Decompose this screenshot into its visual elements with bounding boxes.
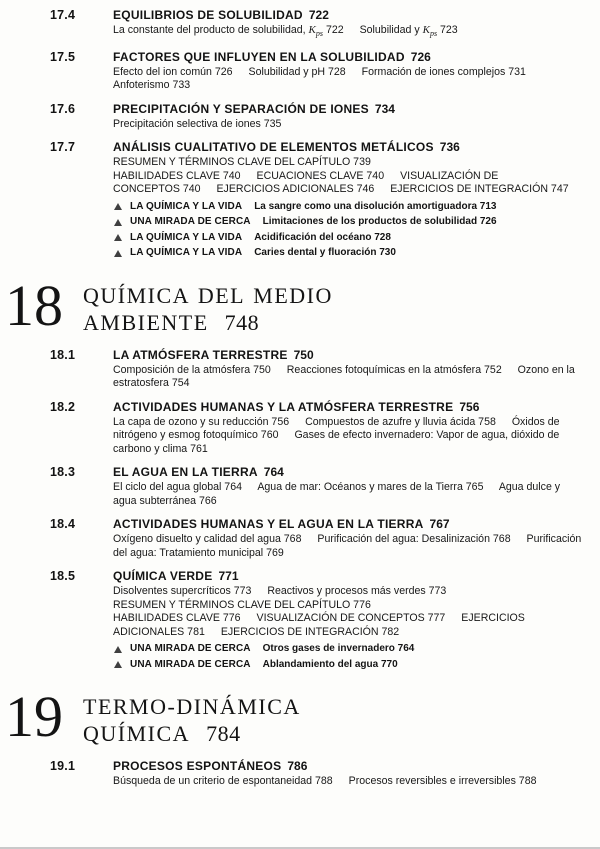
subentry: La capa de ozono y su reducción 756 [113, 415, 290, 428]
feature-series-label: UNA MIRADA DE CERCA [130, 216, 251, 228]
subentry: RESUMEN Y TÉRMINOS CLAVE DEL CAPÍTULO 739 [113, 156, 371, 169]
chapter-title-line2-text: QUÍMICA [83, 721, 191, 747]
subentry: VISUALIZACIÓN DE CONCEPTOS 740 [113, 169, 499, 196]
subentry: Efecto del ion común 726 [113, 65, 233, 78]
toc-section-18-3 [50, 465, 582, 508]
toc-section-18-1 [50, 348, 582, 391]
feature-list [113, 201, 513, 260]
section-title-text: FACTORES QUE INFLUYEN EN LA SOLUBILIDAD [113, 49, 405, 64]
section-title-text: PROCESOS ESPONTÁNEOS [113, 759, 282, 774]
section-number: 18.3 [50, 465, 76, 480]
section-body [113, 102, 582, 132]
feature-title: La sangre como una disolución amortiguadora 713 [254, 200, 497, 212]
section-subentries [113, 24, 582, 41]
subentry: Agua dulce y agua subterránea 766 [113, 481, 561, 507]
chapter-title-line2 [83, 720, 301, 747]
feature-series-label: UNA MIRADA DE CERCA [130, 658, 251, 670]
section-title-text: ACTIVIDADES HUMANAS Y LA ATMÓSFERA TERRESTRE [113, 399, 454, 414]
subentry-text: La constante del producto de solubilidad, [113, 24, 309, 36]
kps-symbol: K [422, 24, 430, 36]
subentry: Purificación del agua: Tratamiento municipal 769 [113, 533, 582, 559]
feature-marker-icon [114, 203, 122, 210]
subentry: VISUALIZACIÓN DE CONCEPTOS 777 [256, 612, 446, 625]
section-number: 18.4 [50, 517, 76, 532]
section-title [113, 50, 582, 64]
section-number: 17.7 [50, 140, 76, 155]
feature-title: Ablandamiento del agua 770 [262, 658, 398, 670]
subentry: Ozono en la estratosfera 754 [113, 363, 575, 390]
section-title [113, 102, 582, 116]
kps-symbol: K [308, 24, 316, 36]
subentry: Procesos reversibles e irreversibles 788 [348, 775, 537, 788]
feature-marker-icon [114, 250, 122, 257]
section-page-number: 734 [374, 101, 395, 116]
feature-item [113, 232, 513, 245]
chapter-number: 19 [5, 684, 63, 750]
subentry: HABILIDADES CLAVE 740 [113, 169, 241, 182]
section-number: 18.1 [50, 347, 76, 362]
subentry: EJERCICIOS DE INTEGRACIÓN 747 [390, 183, 569, 196]
section-subentries [113, 481, 582, 508]
toc-section-17-7 [50, 140, 582, 263]
feature-item [113, 247, 513, 260]
toc-section-19-1 [50, 759, 582, 789]
subentry [359, 24, 458, 39]
section-page-number: 726 [410, 49, 431, 64]
kps-subscript: ps [429, 29, 438, 39]
section-title [113, 348, 582, 362]
chapter-heading-19 [5, 684, 582, 750]
subentry: Anfoterismo 733 [113, 79, 191, 92]
section-title [113, 759, 582, 773]
section-number: 18.2 [50, 399, 76, 414]
section-title-text: QUÍMICA VERDE [113, 569, 213, 584]
chapter-title-line1: QUÍMICA DEL MEDIO [83, 282, 333, 308]
section-title [113, 140, 582, 154]
subentry: Purificación del agua: Desalinización 768 [317, 533, 511, 546]
feature-marker-icon [114, 646, 122, 653]
section-title [113, 569, 582, 583]
section-title-text: EQUILIBRIOS DE SOLUBILIDAD [113, 8, 303, 22]
section-title [113, 465, 582, 479]
subentry: Solubilidad y pH 728 [248, 65, 346, 78]
section-page-number: 786 [287, 759, 308, 774]
feature-title: Otros gases de invernadero 764 [262, 643, 415, 655]
feature-title: Acidificación del océano 728 [254, 231, 391, 243]
feature-series-label: LA QUÍMICA Y LA VIDA [130, 200, 243, 212]
toc-section-17-5 [50, 50, 582, 93]
section-title [113, 400, 582, 414]
subentry: EJERCICIOS ADICIONALES 781 [113, 612, 525, 638]
subentry: Precipitación selectiva de iones 735 [113, 117, 282, 130]
subentry: Reacciones fotoquímicas en la atmósfera 752 [286, 363, 502, 376]
section-page-number: 771 [218, 569, 239, 584]
subentry: Compuestos de azufre y lluvia ácida 758 [305, 415, 496, 428]
section-body [113, 569, 582, 674]
feature-item [113, 201, 513, 214]
feature-marker-icon [114, 234, 122, 241]
section-number: 18.5 [50, 569, 76, 584]
section-title-text: LA ATMÓSFERA TERRESTRE [113, 347, 288, 362]
feature-title: Caries dental y fluoración 730 [254, 247, 396, 259]
section-subentries [113, 775, 582, 789]
section-body [113, 140, 582, 263]
chapter-page-number: 784 [206, 721, 241, 747]
toc-section-18-2 [50, 400, 582, 457]
section-title-text: EL AGUA EN LA TIERRA [113, 465, 258, 480]
section-subentries [113, 66, 582, 93]
feature-title: Limitaciones de los productos de solubilidad 726 [262, 216, 497, 228]
section-page-number: 736 [439, 140, 460, 155]
section-subentries [113, 533, 582, 560]
subentry: EJERCICIOS DE INTEGRACIÓN 782 [220, 625, 400, 638]
toc-section-17-4 [50, 8, 582, 41]
subentry: ECUACIONES CLAVE 740 [256, 169, 385, 182]
section-title-text: ANÁLISIS CUALITATIVO DE ELEMENTOS METÁLICOS [113, 140, 434, 155]
section-number: 17.6 [50, 101, 76, 116]
subentry: Formación de iones complejos 731 [361, 65, 526, 78]
toc-section-18-5 [50, 569, 582, 674]
section-page-number: 767 [429, 517, 450, 532]
section-page-number: 764 [263, 465, 284, 480]
section-body [113, 759, 582, 789]
section-number: 17.5 [50, 49, 76, 64]
section-body [113, 517, 582, 560]
section-subentries [113, 156, 582, 197]
section-subentries [113, 585, 582, 639]
subentry [113, 24, 344, 39]
feature-list [113, 643, 513, 671]
subentry: Disolventes supercríticos 773 [113, 585, 252, 598]
chapter-title-line1: TERMO-DINÁMICA [83, 694, 301, 720]
toc-section-17-6 [50, 102, 582, 132]
subentry: EJERCICIOS ADICIONALES 746 [216, 183, 375, 196]
subentry: HABILIDADES CLAVE 776 [113, 612, 241, 625]
subentry: Oxígeno disuelto y calidad del agua 768 [113, 533, 302, 546]
section-subentries [113, 416, 582, 457]
subentry: Reactivos y procesos más verdes 773 [267, 585, 447, 598]
section-body [113, 400, 582, 457]
subentry: Gases de efecto invernadero: Vapor de agua, dióxido de carbono y clima 761 [113, 429, 560, 455]
section-title-text: PRECIPITACIÓN Y SEPARACIÓN DE IONES [113, 101, 369, 116]
section-title [113, 517, 582, 531]
subentry: Composición de la atmósfera 750 [113, 363, 271, 376]
feature-marker-icon [114, 219, 122, 226]
subentry: RESUMEN Y TÉRMINOS CLAVE DEL CAPÍTULO 776 [113, 598, 371, 611]
subentry-text: Solubilidad y [359, 24, 423, 36]
feature-item [113, 643, 513, 656]
feature-item [113, 216, 513, 229]
feature-item [113, 659, 513, 672]
section-body [113, 50, 582, 93]
kps-subscript: ps [315, 29, 324, 39]
section-title-text: ACTIVIDADES HUMANAS Y EL AGUA EN LA TIERRA [113, 517, 424, 532]
feature-series-label: UNA MIRADA DE CERCA [130, 643, 251, 655]
section-number: 17.4 [50, 8, 76, 22]
section-page-number: 722 [308, 8, 329, 22]
section-page-number: 750 [293, 347, 314, 362]
chapter-title [83, 281, 333, 336]
section-subentries [113, 364, 582, 391]
section-page-number: 756 [459, 399, 480, 414]
chapter-number: 18 [5, 272, 63, 338]
chapter-title-line2 [83, 309, 333, 336]
toc-section-18-4 [50, 517, 582, 560]
chapter-title [83, 692, 301, 747]
subentry: Agua de mar: Océanos y mares de la Tierra 765 [257, 481, 484, 494]
chapter-heading-18 [5, 272, 582, 338]
subentry: Óxidos de nitrógeno y esmog fotoquímico 760 [113, 415, 560, 442]
feature-series-label: LA QUÍMICA Y LA VIDA [130, 231, 243, 243]
chapter-title-line2-text: AMBIENTE [83, 309, 209, 335]
section-body [113, 465, 582, 508]
feature-marker-icon [114, 661, 122, 668]
subentry: El ciclo del agua global 764 [113, 481, 242, 494]
subentry-page: 722 [323, 24, 344, 36]
feature-series-label: LA QUÍMICA Y LA VIDA [130, 247, 243, 259]
chapter-page-number: 748 [224, 309, 260, 335]
section-title [113, 8, 582, 22]
subentry: Búsqueda de un criterio de espontaneidad 788 [113, 775, 333, 788]
subentry-page: 723 [437, 24, 458, 36]
section-body [113, 348, 582, 391]
section-number: 19.1 [50, 759, 76, 774]
section-subentries [113, 118, 582, 132]
section-body [113, 8, 582, 41]
